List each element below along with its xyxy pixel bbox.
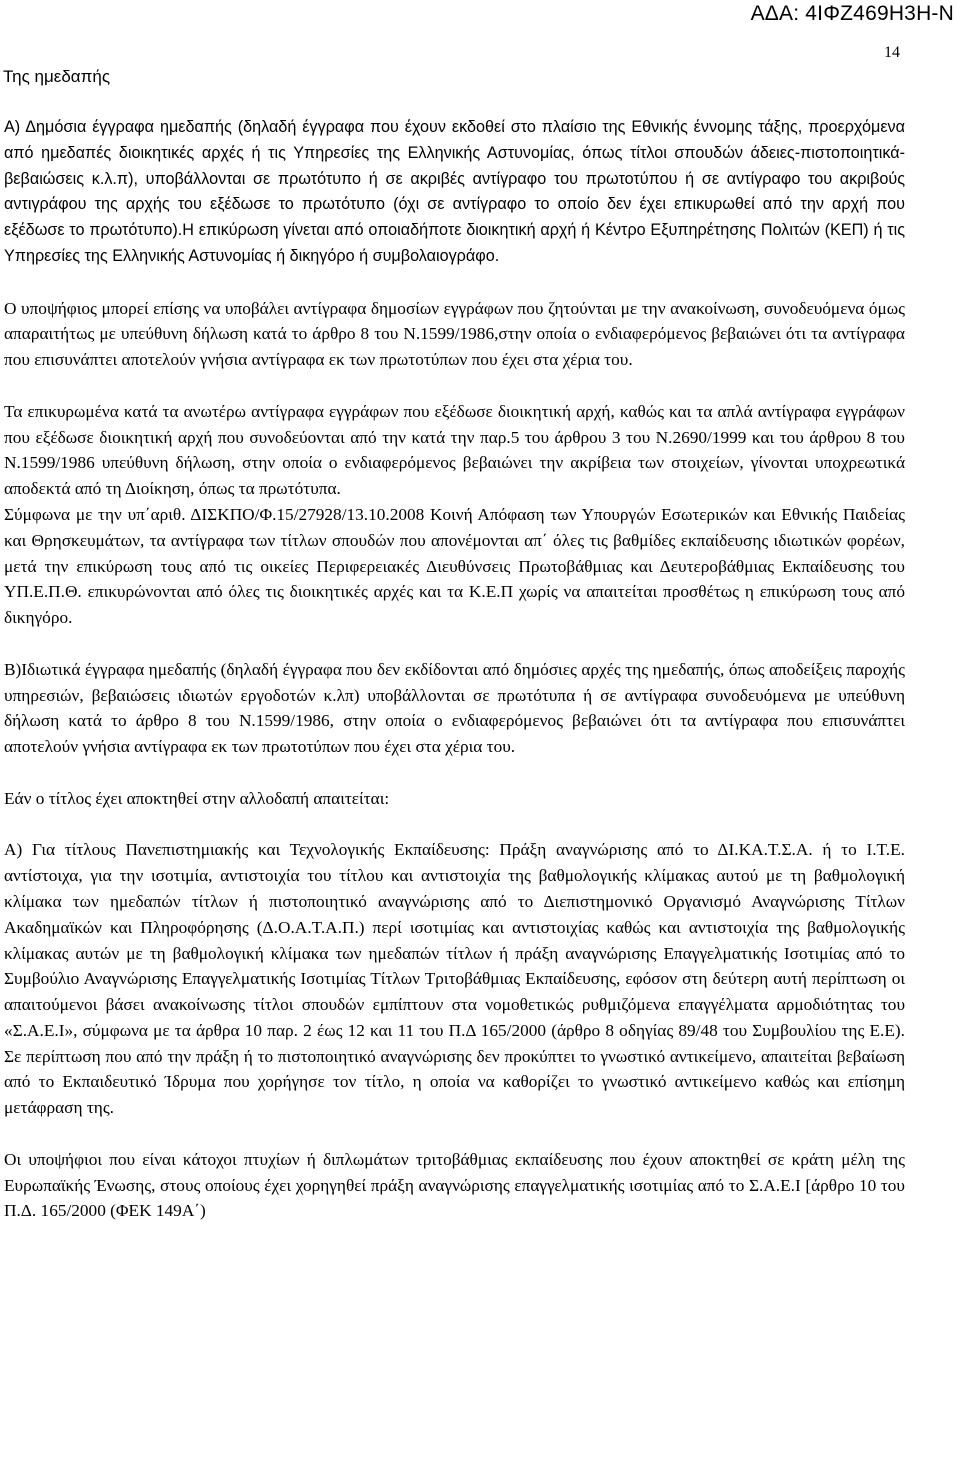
- paragraph-eu-holders: Οι υποψήφιοι που είναι κάτοχοι πτυχίων ή διπλωμάτων τριτοβάθμιας εκπαίδευσης που έχουν αποκτηθεί σε κράτη μέλη της Ευρωπαϊκής Ένωσης, στους οποίους έχει χορηγηθεί πράξη αναγνώρισης επαγγελματικής ισοτιμίας από το Σ.Α.Ε.Ι [άρθρο 10 του Π.Δ. 165/2000 (ΦΕΚ 149Α΄): [4, 1149, 905, 1221]
- paragraph-foreign-titles: Α) Για τίτλους Πανεπιστημιακής και Τεχνολογικής Εκπαίδευσης: Πράξη αναγνώρισης από το ΔΙ.ΚΑ.Τ.Σ.Α. ή το Ι.Τ.Ε. αντίστοιχα, για την ισοτιμία, αντιστοιχία του τίτλου και αντιστοιχία της βαθμολογικής κλίμακας αυτού με τη βαθμολογική κλίμακα των ημεδαπών τίτλων ή πιστοποιητικό αναγνώρισης από το Διεπιστημονικό Οργανισμό Αναγνώρισης Τίτλων Ακαδημαϊκών και Πληροφόρησης (Δ.Ο.Α.Τ.Α.Π.) περί ισοτιμίας και αντιστοιχίας καθώς και αντιστοιχία της βαθμολογικής κλίμακας αυτών με τη βαθμολογική κλίμακα των ημεδαπών τίτλων ή πράξη αναγνώρισης Επαγγελματικής Ισοτιμίας από το Συμβούλιο Αναγνώρισης Επαγγελματικής Ισοτιμίας Τίτλων Τριτοβάθμιας Εκπαίδευσης, εφόσον στη δεύτερη αυτή περίπτωση οι απαιτούμενοι βάσει ανακοίνωσης τίτλοι σπουδών εμπίπτουν στα νομοθετικώς ρυθμιζόμενα επαγγέλματα αρμοδιότητας του «Σ.Α.Ε.Ι», σύμφωνα με τα άρθρα 10 παρ. 2 έως 12 και 11 του Π.Δ 165/2000 (άρθρο 8 οδηγίας 89/48 του Συμβουλίου της Ε.Ε). Σε περίπτωση που από την πράξη ή το πιστοποιητικό αναγνώρισης δεν προκύπτει το γνωστικό αντικείμενο, απαιτείται βεβαίωση από το Εκπαιδευτικό Ίδρυμα που χορήγησε τον τίτλο, η οποία να καθορίζει το γνωστικό αντικείμενο καθώς και επίσημη μετάφραση της.: [4, 840, 905, 1118]
- paragraph-foreign-intro: Εάν ο τίτλος έχει αποκτηθεί στην αλλοδαπή απαιτείται:: [4, 788, 390, 808]
- ada-code: ΑΔΑ: 4ΙΦΖ469Η3Η-Ν: [750, 2, 954, 25]
- paragraph-public-documents: Α) Δημόσια έγγραφα ημεδαπής (δηλαδή έγγραφα που έχουν εκδοθεί στο πλαίσιο της Εθνικής έννομης τάξης, προερχόμενα από ημεδαπές διοικητικές αρχές ή τις Υπηρεσίες της Ελληνικής Αστυνομίας, όπως τίτλοι σπουδών άδειες-πιστοποιητικά-βεβαιώσεις κ.λ.π), υποβάλλονται σε πρωτότυπο ή σε ακριβές αντίγραφο του πρωτοτύπου ή σε αντίγραφο του ακριβούς αντιγράφου της αρχής του εξέδωσε το πρωτότυπο (όχι σε αντίγραφο το οποίο δεν έχει επικυρωθεί από την αρχή που εξέδωσε το πρωτότυπο).Η επικύρωση γίνεται από οποιαδήποτε διοικητική αρχή ή Κέντρο Εξυπηρέτησης Πολιτών (ΚΕΠ) ή τις Υπηρεσίες της Ελληνικής Αστυνομίας ή δικηγόρο ή συμβολαιογράφο.: [4, 118, 905, 265]
- paragraph-joint-decision: Σύμφωνα με την υπ΄αριθ. ΔΙΣΚΠΟ/Φ.15/27928/13.10.2008 Κοινή Απόφαση των Υπουργών Εσωτερικών και Εθνικής Παιδείας και Θρησκευμάτων, τα αντίγραφα των τίτλων σπουδών που απονέμονται απ΄ όλες τις βαθμίδες εκπαίδευσης ιδιωτικών φορέων, μετά την επικύρωση τους από τις οικείες Περιφερειακές Διευθύνσεις Πρωτοβάθμιας και Δευτεροβάθμιας Εκπαίδευσης του ΥΠ.Ε.Π.Θ. επικυρώνονται από όλες τις διοικητικές αρχές και τα Κ.Ε.Π χωρίς να απαιτείται προσθέτως η επικύρωση τους από δικηγόρο.: [4, 504, 905, 628]
- page-number: 14: [884, 44, 900, 61]
- paragraph-certified-copies: Τα επικυρωμένα κατά τα ανωτέρω αντίγραφα εγγράφων που εξέδωσε διοικητική αρχή, καθώς και τα απλά αντίγραφα εγγράφων που εξέδωσε διοικητική αρχή που συνοδεύονται από την κατά την παρ.5 του άρθρου 3 του Ν.2690/1999 και του άρθρου 8 του Ν.1599/1986 υπεύθυνη δήλωση, στην οποία ο ενδιαφερόμενος βεβαιώνει την ακρίβεια των στοιχείων, γίνονται υποχρεωτικά αποδεκτά από τη Διοίκηση, όπως τα πρωτότυπα.: [4, 401, 905, 499]
- paragraph-private-documents: Β)Ιδιωτικά έγγραφα ημεδαπής (δηλαδή έγγραφα που δεν εκδίδονται από δημόσιες αρχές της ημεδαπής, όπως αποδείξεις παροχής υπηρεσιών, βεβαιώσεις ιδιωτών εργοδοτών κ.λπ) υποβάλλονται σε πρωτότυπα ή σε αντίγραφα συνοδευόμενα με υπεύθυνη δήλωση κατά το άρθρο 8 του Ν.1599/1986, στην οποία ο ενδιαφερόμενος βεβαιώνει ότι τα αντίγραφα που επισυνάπτει αποτελούν γνήσια αντίγραφα εκ των πρωτοτύπων που έχει στα χέρια του.: [4, 659, 905, 757]
- section-title: Της ημεδαπής: [3, 67, 111, 86]
- document-body: [4, 115, 905, 1224]
- paragraph-candidate-copies: Ο υποψήφιος μπορεί επίσης να υποβάλει αντίγραφα δημοσίων εγγράφων που ζητούνται με την ανακοίνωση, συνοδευόμενα όμως απαραιτήτως με υπεύθυνη δήλωση κατά το άρθρο 8 του Ν.1599/1986,στην οποία ο ενδιαφερόμενος βεβαιώνει ότι τα αντίγραφα που επισυνάπτει αποτελούν γνήσια αντίγραφα εκ των πρωτοτύπων που έχει στα χέρια του.: [4, 298, 905, 370]
